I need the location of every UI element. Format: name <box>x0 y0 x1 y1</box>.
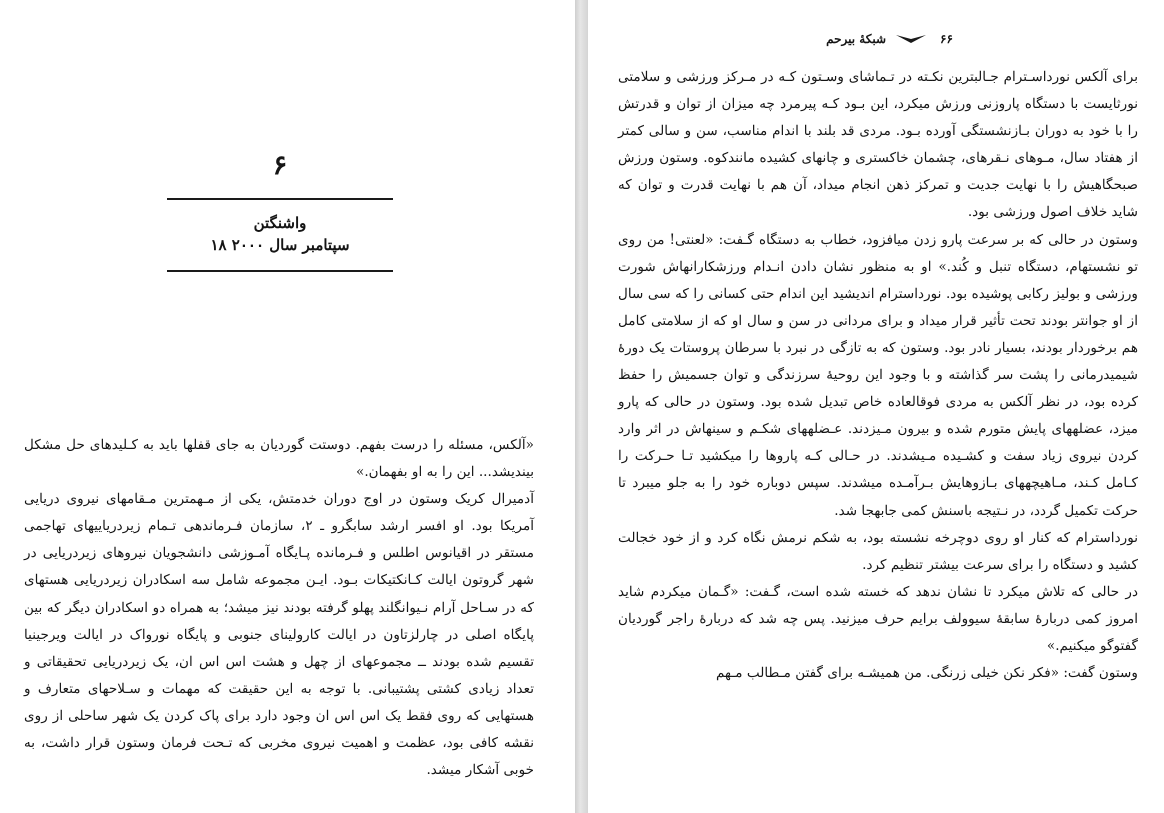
paragraph: وستون گفت: «فکر نکن خیلی زرنگی. من همیشـه برای گفتن مـطالب مـهم <box>715 665 1138 682</box>
left-book-page <box>0 0 575 813</box>
page-number: ۶۶ <box>940 32 953 46</box>
paragraph: در حالی که تلاش میکرد تا نشان ندهد که خسته شده است، گـفت: «گـمان میکردم شاید امروز کمی دربارهٔ سابقهٔ سیوولف برایم حرف میزنید. پس چه شد که دربارهٔ راجر گوردیان گفتوگو میکنیم.» <box>618 583 1138 654</box>
chapter-bottom-rule <box>167 270 393 272</box>
left-page-body <box>24 432 534 784</box>
right-page-body <box>618 64 1138 687</box>
paragraph: آدمیرال کریک وستون در اوج دوران خدمتش، یکی از مـهمترین مـقامهای نیروی دریایی آمریکا بود. او افسر ارشد سابگرو ـ ۲، سازمان فـرماندهی تـمام زیردریاییهای تهاجمی مستقر در اقیانوس اطلس و فـرمانده پـایگاه آمـوزشی دانشجویان نیروهای زیردریایی در شهر گروتون ایالت کـانکتیکات بـود. ایـن مجموعه شامل سه اسکادران زیردریایی هستهای که در سـاحل آرام نـیوانگلند پهلو گرفته بودند نیز میشد؛ به همراه دو اسکادران دیگر که بین پایگاه اصلی در چارلزتاون در ایالت کارولینای جنوبی و پایگاه نورواک در ایالت ویرجینیا تقسیم شده بودند ــ مجموعهای از چهل و هشت اس اس ان، یک زیردریایی تحقیقاتی و تعداد زیادی کشتی پشتیبانی. با توجه به این حقیقت که مهمات و سـلاحهای متعارف و هستهایی که روی فقط یک اس اس ان وجود دارد برای پاک کردن یک شهر ساحلی از روی نقشه کافی بود، عظمت و اهمیت نیروی مخربی که تـحت فرمان وستون قرار داشت، به خوبی آشکار میشد. <box>24 491 534 779</box>
chapter-number: ۶ <box>272 150 288 181</box>
chevron-ornament-icon <box>896 34 926 44</box>
paragraph: وستون در حالی که بر سرعت پارو زدن میافزود، خطاب به دستگاه گـفت: «لعنتی! من روی تو نشستهام، دستگاه تنبل و کُند.» او به منظور نشان دادن انـدام ورزشکارانهاش شورت ورزشی و بولیز رکابی پوشیده بود. نورداسترام اندیشید این اندام حتی کسانی را که سی سال از او جوانتر بودند تحت تأثیر قرار میداد و برای مردانی در سن و سال او که از سلامتی کامل هم برخوردار بودند، بسیار نادر بود. وستون که به تازگی در نبرد با سرطان پروستات یک دورهٔ شیمیدرمانی را پشت سر گذاشته و با وجود این روحیهٔ سرزندگی و توان جسمیش را حفظ کرده بود، در نظر آلکس به مردی فوقالعاده خاص تبدیل شده بود. وستون در حالی که پارو میزد، عضلههای پایش متورم شده و بیرون مـیزدند. عـضلههای شکـم و سینهاش در اثر وارد کردن نیروی زیاد سفت و کشـیده مـیشدند. در حـالی کـه پاروها را میکشید تـا حـرکت را کـامل کـند، مـاهیچههای بـازوهایش بـرآمـده میشدند. سپس دوباره خود را به جلو میبرد تا حرکت تکمیل گردد، در نـتیجه باسنش کمی جابهجا شد. <box>618 231 1138 519</box>
right-book-page <box>588 0 1164 813</box>
running-title: شبکهٔ بیرحم <box>826 32 886 46</box>
paragraph: برای آلکس نورداسـترام جـالبترین نکـته در تـماشای وسـتون کـه در مـرکز ورزشی و سلامتی نورثایست با دستگاه پاروزنی ورزش میکرد، این بـود کـه پیرمرد چه میزان از توان و قدرتش را با خود به دوران بـازنشستگی آورده بـود. مردی قد بلند با اندام مناسب، سن و سالی کمتر از هفتاد سال، مـوهای نـقرهای، چشمان خاکستری و چانهای کشیده مانندکوه. وستون ورزش صبحگاهیش را با نهایت جدیت و تمرکز ذهن انجام میداد، آن هم با نهایت قدرت و توان که شاید خلاف اصول ورزشی بود. <box>618 69 1138 221</box>
chapter-date: ۱۸ سپتامبر سال ۲۰۰۰ <box>210 236 350 254</box>
chapter-heading <box>167 140 393 272</box>
book-gutter <box>575 0 588 813</box>
paragraph: «آلکس، مسئله را درست بفهم. دوستت گوردیان به جای قفلها باید به کـلیدهای حل مشکل بیندیشد... این را به او بفهمان.» <box>24 437 534 481</box>
chapter-top-rule <box>167 198 393 200</box>
running-header <box>788 28 988 50</box>
paragraph: نورداسترام که کنار او روی دوچرخه نشسته بود، به شکم نرمش نگاه کرد و از خود خجالت کشید و دستگاه را برای سرعت بیشتر تنظیم کرد. <box>618 529 1138 573</box>
chapter-place: واشنگتن <box>253 214 307 232</box>
